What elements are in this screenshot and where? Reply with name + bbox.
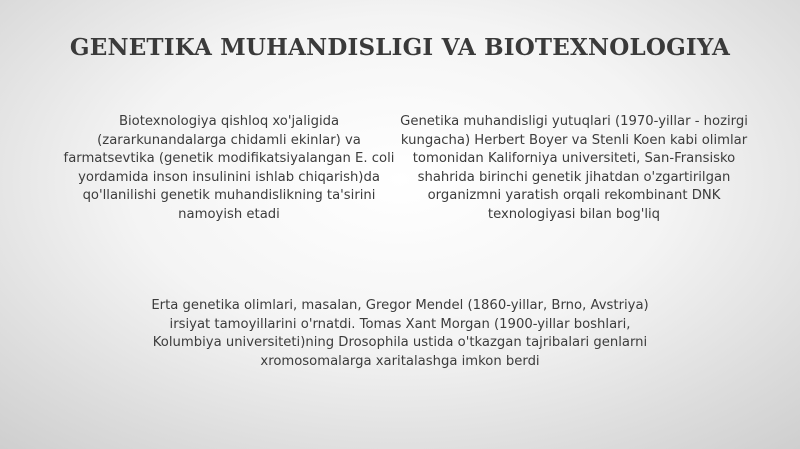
bottom-text-block: Erta genetika olimlari, masalan, Gregor Mendel (1860-yillar, Brno, Avstriya) irsiyat tamoyillarini o'rnatdi. Tomas Xant Morgan (1900-yillar boshlari, Kolumbiya universiteti)ning Drosophila ustida o'tkazgan tajribalari genlarni xromosomalarga xaritalashga imkon berdi [151, 298, 649, 369]
left-text-block: Biotexnologiya qishloq xo'jaligida (zararkunandalarga chidamli ekinlar) va farmatsevtika (genetik modifikatsiyalangan E. coli yordamida inson insulinini ishlab chiqarish)da qo'llanilishi genetik muhandislikning ta'sirini namoyish etadi [63, 114, 395, 222]
right-text-block: Genetika muhandisligi yutuqlari (1970-yillar - hozirgi kungacha) Herbert Boyer va Stenli Koen kabi olimlar tomonidan Kaliforniya universiteti, San-Fransisko shahrida birinchi genetik jihatdan o'zgartirilgan organizmni yaratish orqali rekombinant DNK texnologiyasi bilan bog'liq [400, 114, 748, 222]
slide-title: GENETIKA MUHANDISLIGI VA BIOTEXNOLOGIYA [69, 34, 731, 61]
